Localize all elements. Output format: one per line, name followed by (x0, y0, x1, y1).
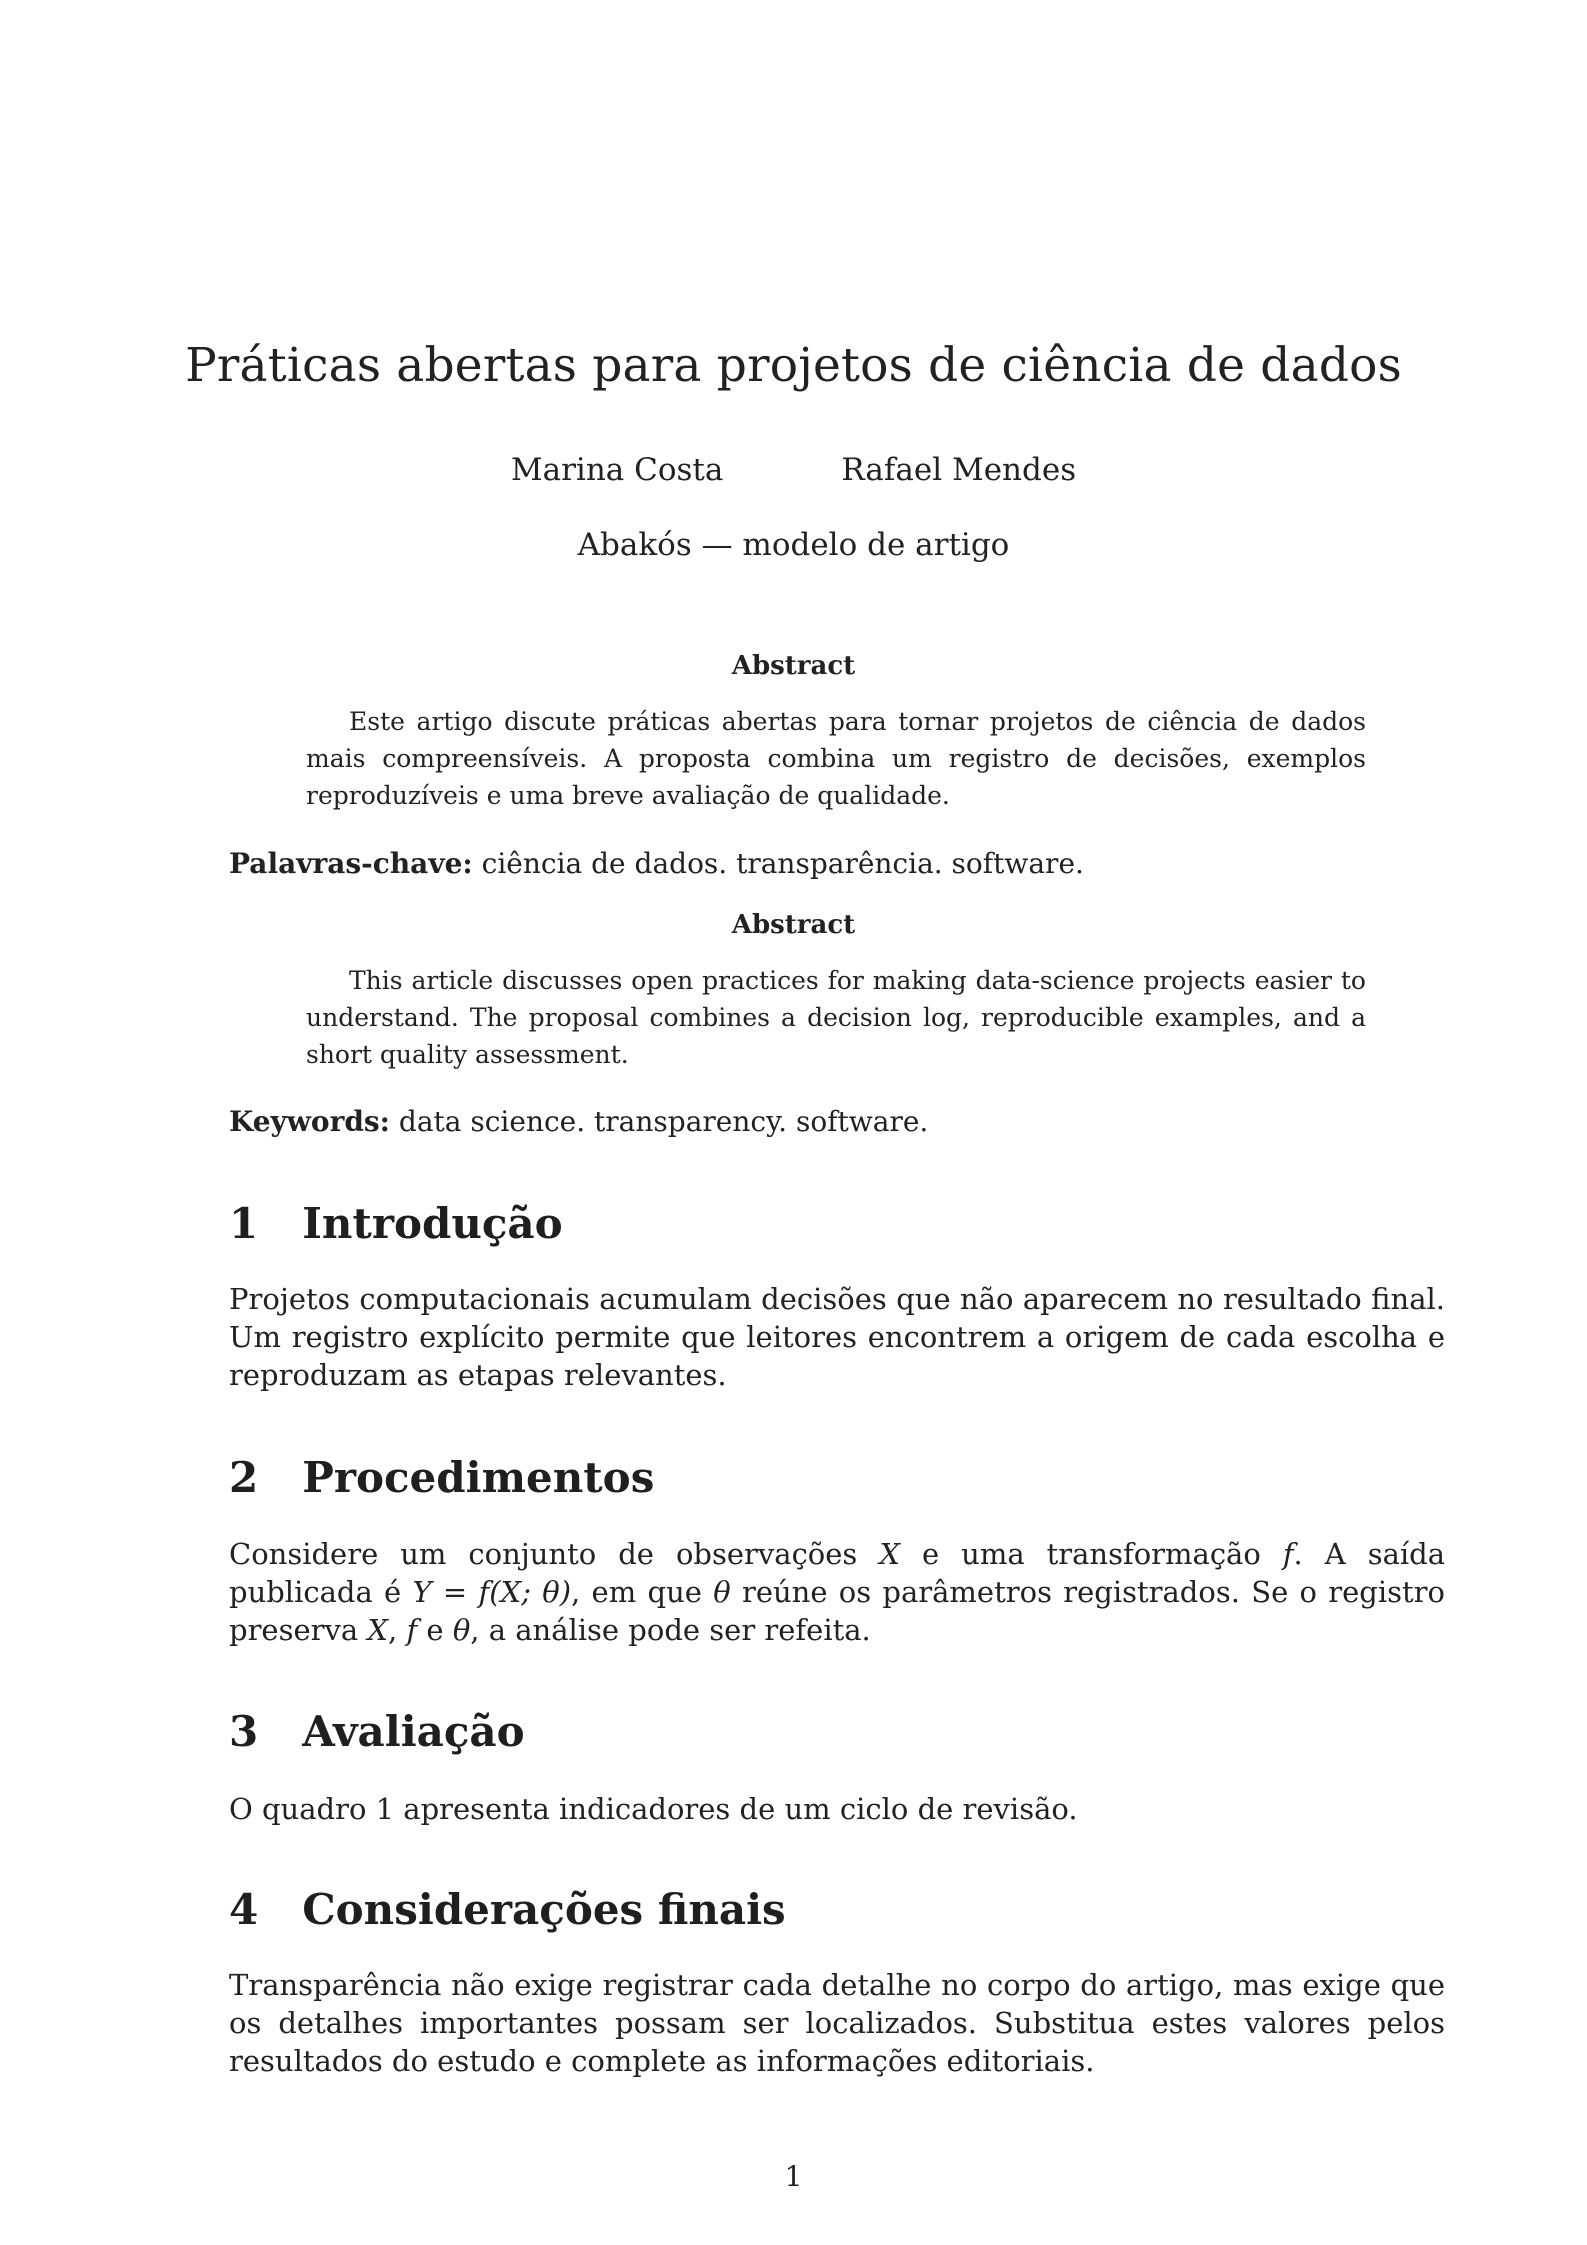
section-heading (229, 1885, 786, 1934)
body-text-run: . A saída publicada é (229, 1537, 1446, 1609)
section-title: Considerações finais (302, 1885, 786, 1934)
section-number: 4 (229, 1885, 259, 1934)
section-body: O quadro 1 apresenta indicadores de um ciclo de revisão. (229, 1792, 1078, 1826)
author-name: Rafael Mendes (841, 452, 1077, 488)
section-heading (229, 1707, 525, 1756)
math-symbol: X (879, 1537, 900, 1571)
section-number: 1 (229, 1199, 259, 1248)
keywords-label: Keywords: (229, 1105, 391, 1138)
section-number: 2 (229, 1453, 259, 1502)
keywords-value: data science. transparency. software. (398, 1105, 929, 1138)
math-symbol: θ (713, 1575, 731, 1609)
math-symbol: X (367, 1613, 389, 1647)
body-text-run: Considere um conjunto de observações (229, 1537, 880, 1571)
math-symbol: θ (452, 1613, 471, 1647)
page-number: 1 (784, 2160, 803, 2193)
section-title: Avaliação (302, 1707, 525, 1756)
author-list (0, 452, 1587, 488)
abstract-heading: Abstract (731, 910, 856, 940)
body-text-run: reúne os parâmetros registrados. Se o registro preserva (229, 1575, 1445, 1647)
body-text-run: , a análise pode ser refeita. (470, 1613, 871, 1647)
keywords-label: Palavras-chave: (229, 847, 473, 880)
section-title: Procedimentos (302, 1453, 655, 1502)
section-heading (229, 1453, 654, 1502)
section-body: Projetos computacionais acumulam decisões que não aparecem no resultado final. Um registro explícito permite que leitores encontrem a origem de cada escolha e reproduzam as etapas relevantes. (229, 1282, 1445, 1392)
section-body (229, 1535, 1445, 1649)
keywords-value: ciência de dados. transparência. software. (481, 847, 1084, 880)
body-text-run: e (417, 1613, 453, 1647)
body-text-run: , em que (571, 1575, 714, 1609)
body-text-run: e uma transformação (899, 1537, 1283, 1571)
section-title: Introdução (302, 1199, 563, 1248)
abstract-text: Este artigo discute práticas abertas para tornar projetos de ciência de dados mais compreensíveis. A proposta combina um registro de decisões, exemplos reproduzíveis e uma breve avaliação de qualidade. (306, 707, 1366, 810)
math-symbol: f (406, 1613, 418, 1647)
paper-title: Práticas abertas para projetos de ciência de dados (185, 338, 1402, 393)
keywords-line (229, 847, 1369, 880)
abstract-text: This article discusses open practices for making data-science projects easier to understand. The proposal combines a decision log, reproducible examples, and a short quality assessment. (306, 966, 1366, 1069)
author-name: Marina Costa (510, 452, 724, 488)
section-number: 3 (229, 1707, 259, 1756)
section-heading (229, 1199, 563, 1248)
keywords-line (229, 1105, 1369, 1138)
math-symbol: f (1282, 1537, 1294, 1571)
math-equation: Y = f(X; θ) (412, 1575, 572, 1609)
affiliation: Abakós — modelo de artigo (577, 527, 1010, 563)
section-body: Transparência não exige registrar cada detalhe no corpo do artigo, mas exige que os detalhes importantes possam ser localizados. Substitua estes valores pelos resultados do estudo e complete as informações editoriais. (229, 1968, 1445, 2078)
body-text-run: , (388, 1613, 407, 1647)
abstract-heading: Abstract (731, 651, 856, 681)
